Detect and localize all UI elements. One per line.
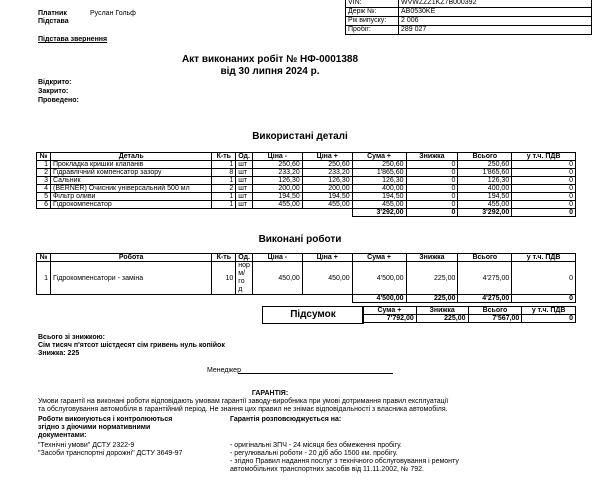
summary-label: Підсумок [262,306,364,324]
col-header: Сума + [363,307,417,315]
col-header: Знижка [416,307,468,315]
col-header: К-ть [212,254,236,262]
coverage-title: Гарантія розповсюджується на: [230,416,342,423]
opened-label: Відкрито: [38,79,72,86]
coverage-item: - регулювальні роботи - 20 діб або 1500 км. пробігу. [230,450,398,457]
guarantee-title: ГАРАНТІЯ: [251,390,289,397]
table-row: 6 Гідрокомпенсатор 1 шт 455,00 455,00 455,00 0 455,00 0 [37,201,576,209]
col-header: Ціна - [252,254,302,262]
col-header: у т.ч. ПДВ [512,153,576,161]
col-header: Знижка [406,254,458,262]
standards-title-3: документами: [38,432,87,439]
parts-header-row [37,153,576,161]
col-header: у т.ч. ПДВ [512,254,576,262]
col-header: Всього [458,153,512,161]
manager-label: Менеджер [207,367,241,374]
table-row: 2 Гідравлічний компенсатор зазору 8 шт 233,20 233,20 1'865,60 0 1'865,60 0 [37,169,576,177]
doc-title: Акт виконаних робіт № НФ-0001388 [181,54,359,65]
coverage-item: - згідно Правил надання послуг з технічного обслуговування і ремонту [230,458,459,465]
col-header: Знижка [406,153,458,161]
standard-item: "Технічні умови" ДСТУ 2322-9 [38,442,135,449]
owner-value: Руслан Гольф [90,10,136,17]
col-header: Од. [236,153,253,161]
works-totals-row: 4'500,00 225,00 4'275,00 0 [37,295,576,303]
col-header: Робота [50,254,211,262]
col-header: Ціна + [302,254,352,262]
col-header: № [37,254,51,262]
coverage-item: - оригінальні ЗПЧ - 24 місяця без обмеження пробігу. [230,442,402,449]
col-header: у т.ч. ПДВ [522,307,576,315]
vehicle-row: Держ №: AB0530KE [346,8,592,17]
vehicle-row: Рік випуску: 2 006 [346,17,592,26]
closed-label: Закрито: [38,88,69,95]
col-header: Ціна - [252,153,302,161]
standards-title: Роботи виконуються і контролюються [38,416,173,423]
discount-summary: Знижка: 225 [38,350,80,357]
col-header: Сума + [352,254,406,262]
appeal-label: Підстава звернення [38,36,108,43]
parts-totals-row: 3'292,00 0 3'292,00 0 [37,209,576,217]
col-header: К-ть [212,153,236,161]
works-section-title: Виконані роботи [258,234,342,245]
vehicle-row: Пробіг: 289 027 [346,26,592,35]
works-table [36,253,576,303]
total-in-words: Сім тисяч п'ятсот шістдесят сім гривень нуль копійок [38,342,225,349]
standard-item: "Засоби транспортні дорожні" ДСТУ 3649-97 [38,450,183,457]
parts-table [36,152,576,217]
total-with-discount-label: Всього зі знижкою: [38,334,105,341]
coverage-item: автомобільних транспортних засобів від 11.11.2002, № 792. [230,466,424,473]
col-header: Ціна + [302,153,352,161]
vehicle-table [345,0,592,35]
parts-section-title: Використані деталі [252,131,348,142]
col-header: № [37,153,51,161]
col-header: Деталь [50,153,211,161]
owner-label: Платник [38,10,67,17]
col-header: Всього [458,254,512,262]
table-row: 4 (BERNER) Очисник універсальний 500 мл 2 шт 200,00 200,00 400,00 0 400,00 0 [37,185,576,193]
table-row: 5 Фільтр оливи 1 шт 194,50 194,50 194,50 0 194,50 0 [37,193,576,201]
summary-values-row: 7'792,00 225,00 7'567,00 0 [363,315,576,323]
summary-table [362,306,576,323]
table-row: 1 Прокладка кришки клапанів 1 шт 250,60 250,60 250,60 0 250,60 0 [37,161,576,169]
standards-title-2: згідно з діючими нормативними [38,424,151,431]
col-header: Всього [468,307,522,315]
guarantee-text-2: та обслуговування автомобіля в гарантійний період. Не знання цих правил не знімає відповідальності з власника автомобіля. [38,406,448,413]
summary-header-row [363,307,576,315]
done-label: Проведено: [38,97,79,104]
vehicle-row: VIN: WVWZZZ1KZ7B000392 [346,0,592,8]
doc-date: від 30 липня 2024 р. [220,66,320,77]
table-row: 1 Гідрокомпенсатори - заміна 10 нор м/го д 450,00 450,00 4'500,00 225,00 4'275,00 0 [37,262,576,295]
col-header: Од. [236,254,253,262]
table-row: 3 Сальник 1 шт 126,30 126,30 126,30 0 126,30 0 [37,177,576,185]
col-header: Сума + [352,153,406,161]
manager-signature-line [238,373,393,374]
basis-label: Підстава [38,18,69,25]
guarantee-text-1: Умови гарантії на виконані роботи відповідають умовам гарантії заводу-виробника при умові дотримання правил експлуатації [38,398,449,405]
works-header-row [37,254,576,262]
